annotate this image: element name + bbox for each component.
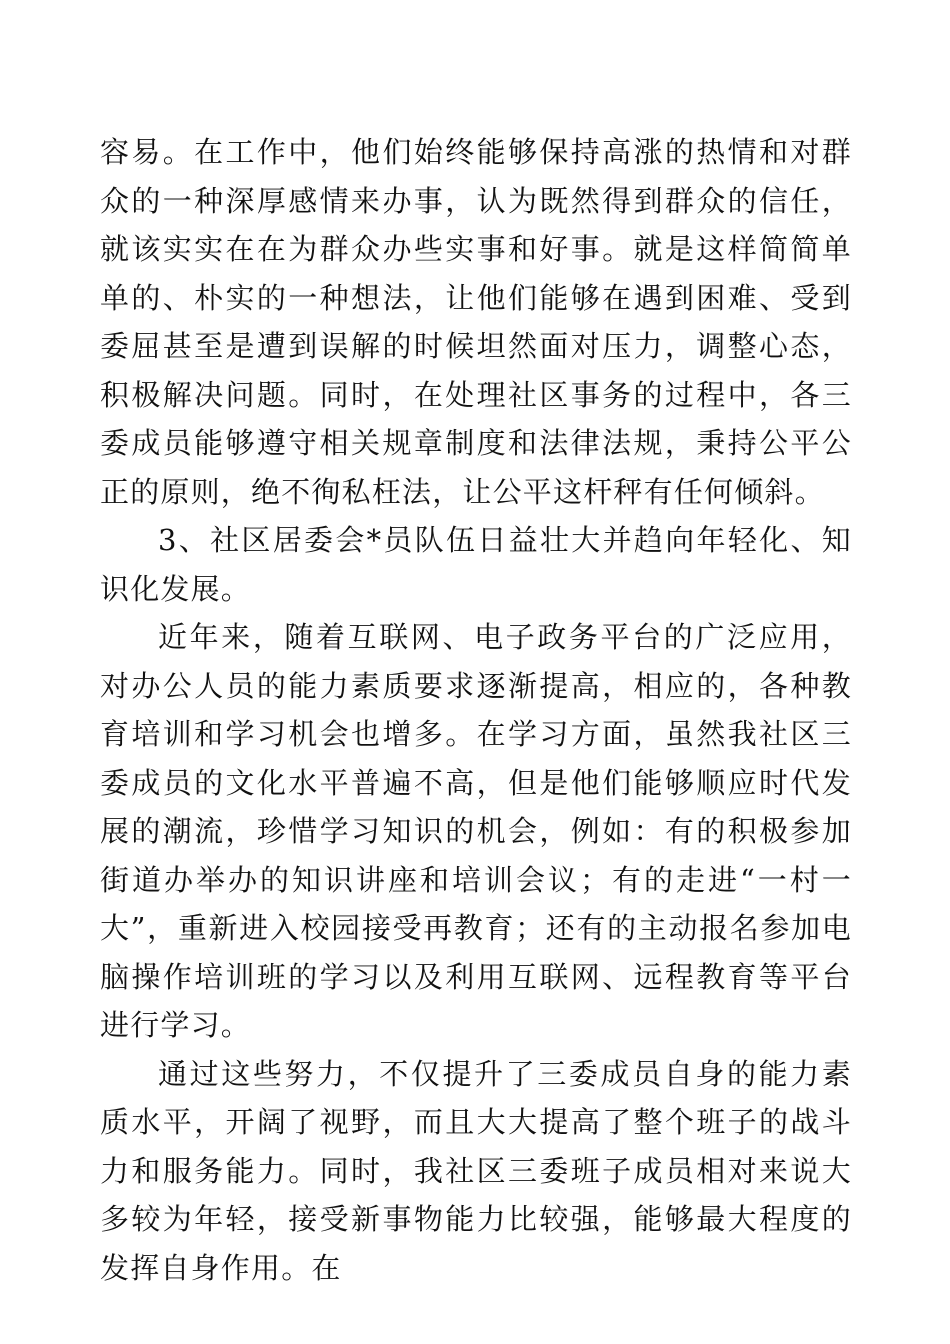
paragraph-recent-years: 近年来，随着互联网、电子政务平台的广泛应用，对办公人员的能力素质要求逐渐提高，相应的，各种教育培训和学习机会也增多。在学习方面，虽然我社区三委成员的文化水平普遍不高，但是他们能够顺应时代发展的潮流，珍惜学习知识的机会，例如：有的积极参加街道办举办的知识讲座和培训会议；有的走进“一村一大”，重新进入校园接受再教育；还有的主动报名参加电脑操作培训班的学习以及利用互联网、远程教育等平台进行学习。	[100, 620, 852, 1042]
paragraph-efforts: 通过这些努力，不仅提升了三委成员自身的能力素质水平，开阔了视野，而且大大提高了整个班子的战斗力和服务能力。同时，我社区三委班子成员相对来说大多较为年轻，接受新事物能力比较强，能够最大程度的发挥自身作用。在	[100, 1056, 852, 1285]
section-heading-3: 3、社区居委会*员队伍日益壮大并趋向年轻化、知识化发展。	[100, 523, 852, 606]
document-body	[100, 128, 852, 1292]
paragraph-continuation: 容易。在工作中，他们始终能够保持高涨的热情和对群众的一种深厚感情来办事，认为既然得到群众的信任，就该实实在在为群众办些实事和好事。就是这样简简单单的、朴实的一种想法，让他们能够在遇到困难、受到委屈甚至是遭到误解的时候坦然面对压力，调整心态，积极解决问题。同时，在处理社区事务的过程中，各三委成员能够遵守相关规章制度和法律法规，秉持公平公正的原则，绝不徇私枉法，让公平这杆秤有任何倾斜。	[100, 135, 852, 509]
